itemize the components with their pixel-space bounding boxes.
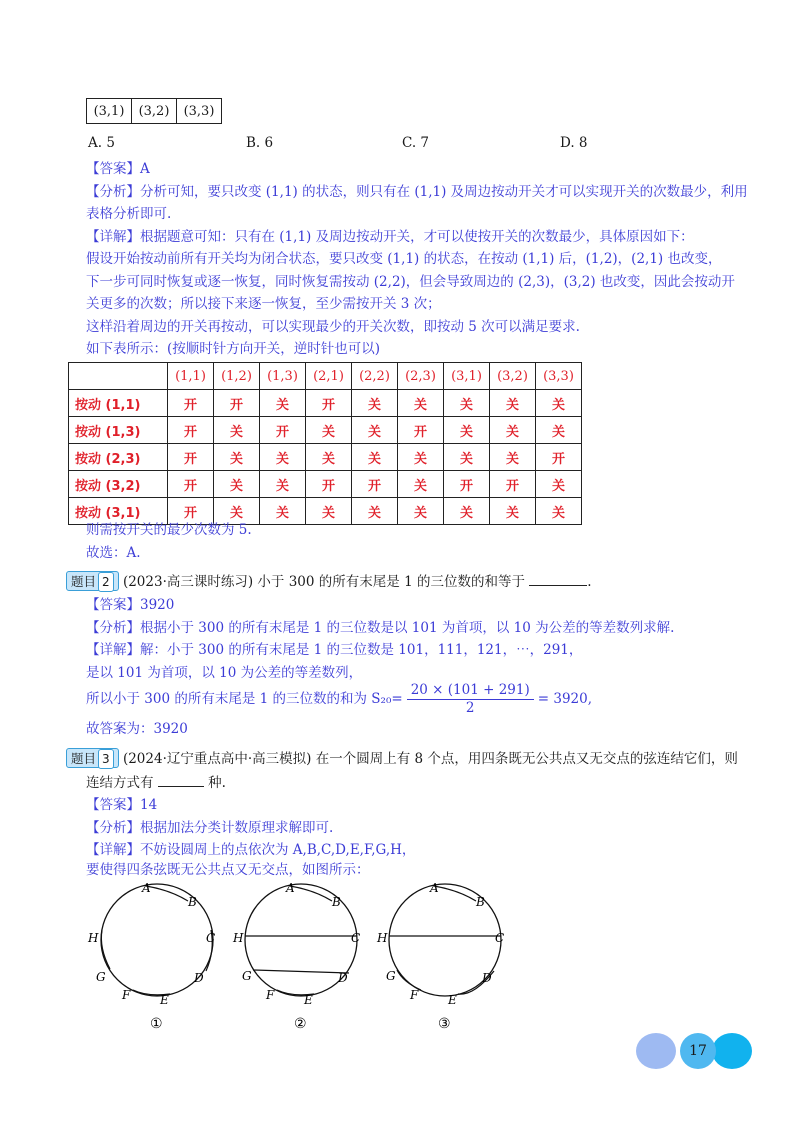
table-cell: 关 (398, 444, 444, 471)
question-tag: 题目 2 (66, 571, 119, 591)
q1-detail-line1: 【详解】根据题意可知：只有在 (1,1) 及周边按动开关，才可以使按开关的次数最少，具体原因如下： (86, 229, 694, 245)
table-header-cell: (3,1) (444, 363, 490, 390)
table-cell: 关 (444, 390, 490, 417)
table-cell: 开 (260, 417, 306, 444)
table-cell: 关 (306, 417, 352, 444)
point-label: B (188, 895, 197, 909)
table-cell: 开 (214, 390, 260, 417)
q2-detail-line2: 是以 101 为首项，以 10 为公差的等差数列， (86, 665, 363, 681)
choice-b: B. 6 (246, 135, 274, 151)
sum-fraction: $\frac{20 \times (101 + 291)}{2}$ (407, 682, 534, 717)
point-label: H (233, 931, 244, 945)
diagram-3 (376, 881, 504, 1032)
table-cell: 关 (352, 417, 398, 444)
table-cell: 关 (536, 471, 582, 498)
table-header-cell: (1,3) (260, 363, 306, 390)
point-label: A (430, 881, 439, 895)
table-cell: 开 (168, 444, 214, 471)
chord-diagrams (70, 876, 550, 1036)
table-header-cell: (2,1) (306, 363, 352, 390)
table-cell: 关 (536, 417, 582, 444)
table-cell: 关 (214, 498, 260, 525)
table-cell: 开 (168, 471, 214, 498)
q1-detail-line3: 下一步可同时恢复或逐一恢复，同时恢复需按动 (2,2)，但会导致周边的 (2,3)，(3,2) 也改变，因此会按动开 (86, 274, 735, 290)
table-cell: 关 (214, 444, 260, 471)
question-number: 2 (98, 572, 114, 592)
point-label: D (194, 971, 204, 985)
table-cell: 开 (306, 390, 352, 417)
table-cell: 开 (398, 417, 444, 444)
table-row-label: 按动 (3,2) (69, 471, 168, 498)
point-label: C (351, 931, 361, 945)
point-label: G (242, 969, 252, 983)
q3-answer: 【答案】14 (86, 797, 158, 813)
q1-detail-line5: 这样沿着周边的开关再按动，可以实现最少的开关次数，即按动 5 次可以满足要求. (86, 319, 580, 335)
q1-detail-line2: 假设开始按动前所有开关均为闭合状态，要只改变 (1,1) 的状态，在按动 (1,1) 后，(1,2)，(2,1) 也改变， (86, 251, 722, 267)
table-header-cell: (3,2) (490, 363, 536, 390)
q2-answer: 【答案】3920 (86, 597, 175, 613)
q1-detail-line6: 如下表所示：(按顺时针方向开关，逆时针也可以) (86, 341, 381, 357)
table-cell: 开 (168, 390, 214, 417)
table-cell: 关 (490, 390, 536, 417)
table-cell: 开 (352, 471, 398, 498)
point-label: B (332, 895, 341, 909)
table-cell: 关 (398, 471, 444, 498)
page-number: 17 (680, 1033, 716, 1069)
table-cell: 关 (490, 444, 536, 471)
q1-answer: 【答案】A (86, 161, 150, 177)
table-corner-cell (69, 363, 168, 390)
grid-cell: (3,1) (87, 99, 132, 124)
table-header-row (69, 363, 582, 390)
table-cell: 关 (444, 444, 490, 471)
page-badge-right-circle (712, 1033, 752, 1069)
table-header-cell: (1,1) (168, 363, 214, 390)
table-cell: 开 (168, 498, 214, 525)
grid-cell: (3,2) (132, 99, 177, 124)
point-label: G (96, 970, 106, 984)
table-header-cell: (1,2) (214, 363, 260, 390)
table-cell: 关 (490, 417, 536, 444)
figure-caption: ③ (438, 1016, 451, 1032)
table-row-label: 按动 (1,3) (69, 417, 168, 444)
table-row-label: 按动 (2,3) (69, 444, 168, 471)
table-cell: 关 (444, 417, 490, 444)
question-tag: 题目 3 (66, 748, 119, 768)
diagram-2 (232, 881, 360, 1032)
table-row (69, 471, 582, 498)
point-label: H (88, 931, 99, 945)
table-cell: 关 (352, 390, 398, 417)
table-cell: 关 (352, 498, 398, 525)
table-header-cell: (2,3) (398, 363, 444, 390)
partial-grid-table (86, 98, 222, 124)
table-cell: 关 (260, 498, 306, 525)
table-cell: 关 (398, 390, 444, 417)
point-label: G (386, 969, 396, 983)
diagram-1 (87, 881, 215, 1032)
answer-blank (158, 772, 204, 787)
choice-d: D. 8 (560, 135, 588, 151)
q3-detail-line1: 【详解】不妨设圆周上的点依次为 A,B,C,D,E,F,G,H， (86, 842, 416, 858)
grid-cell: (3,3) (177, 99, 222, 124)
table-row-label: 按动 (3,1) (69, 498, 168, 525)
choice-c: C. 7 (402, 135, 430, 151)
table-cell: 关 (444, 498, 490, 525)
table-cell: 关 (214, 417, 260, 444)
q2-detail-line1: 【详解】解：小于 300 的所有末尾是 1 的三位数是 101，111，121，⋯，291， (86, 642, 583, 658)
point-label: E (160, 993, 169, 1007)
point-label: E (448, 993, 457, 1007)
table-cell: 关 (260, 471, 306, 498)
figure-caption: ② (294, 1016, 307, 1032)
choice-a: A. 5 (88, 135, 115, 151)
q3-detail-line2: 要使得四条弦既无公共点又无交点，如图所示： (86, 862, 370, 878)
table-cell: 开 (490, 471, 536, 498)
table-cell: 关 (306, 498, 352, 525)
point-label: A (286, 881, 295, 895)
point-label: C (206, 931, 216, 945)
point-label: A (142, 881, 151, 895)
page-badge-left-circle (636, 1033, 676, 1069)
point-label: F (266, 988, 275, 1002)
point-label: B (476, 895, 485, 909)
table-row (69, 390, 582, 417)
question-number: 3 (98, 749, 114, 769)
table-header-cell: (3,3) (536, 363, 582, 390)
point-label: F (122, 988, 131, 1002)
q1-choose: 故选：A. (86, 545, 141, 561)
q3-stem: (2024·辽宁重点高中·高三模拟) 在一个圆周上有 8 个点，用四条既无公共点又无交点的弦连结它们，则 (122, 751, 738, 767)
table-cell: 开 (168, 417, 214, 444)
table-row (69, 444, 582, 471)
table-cell: 关 (352, 444, 398, 471)
table-row (69, 417, 582, 444)
q2-stem-line: 题目 2 (2023·高三课时练习) 小于 300 的所有末尾是 1 的三位数的和等于 . (66, 571, 592, 591)
q2-stem: (2023·高三课时练习) 小于 300 的所有末尾是 1 的三位数的和等于 (122, 574, 525, 590)
q3-stem-line2: 连结方式有 种. (86, 772, 226, 792)
answer-blank (529, 571, 587, 586)
switch-state-table (68, 362, 582, 525)
table-row-label: 按动 (1,1) (69, 390, 168, 417)
table-cell: 开 (444, 471, 490, 498)
table-cell: 关 (260, 444, 306, 471)
table-cell: 关 (306, 444, 352, 471)
table-cell: 关 (536, 390, 582, 417)
q1-detail-line4: 关更多的次数；所以接下来逐一恢复，至少需按开关 3 次； (86, 296, 441, 312)
table-cell: 关 (490, 498, 536, 525)
table-cell: 关 (214, 471, 260, 498)
figure-caption: ① (150, 1016, 163, 1032)
table-cell: 关 (536, 498, 582, 525)
point-label: E (304, 993, 313, 1007)
table-cell: 关 (260, 390, 306, 417)
q2-final: 故答案为：3920 (86, 721, 188, 737)
table-cell: 关 (398, 498, 444, 525)
point-label: F (410, 988, 419, 1002)
point-label: H (377, 931, 388, 945)
q1-conclusion: 则需按开关的最少次数为 5. (86, 522, 252, 538)
table-cell: 开 (536, 444, 582, 471)
table-header-cell: (2,2) (352, 363, 398, 390)
point-label: D (338, 971, 348, 985)
point-label: C (495, 931, 505, 945)
q3-analysis: 【分析】根据加法分类计数原理求解即可. (86, 820, 334, 836)
q3-stem-line1 (66, 748, 738, 768)
q1-analysis-line2: 表格分析即可. (86, 206, 172, 222)
q2-analysis: 【分析】根据小于 300 的所有末尾是 1 的三位数是以 101 为首项，以 10 为公差的等差数列求解. (86, 620, 675, 636)
q1-analysis-line1: 【分析】分析可知，要只改变 (1,1) 的状态，则只有在 (1,1) 及周边按动开关才可以实现开关的次数最少，利用 (86, 184, 748, 200)
q2-detail-line3: 所以小于 300 的所有末尾是 1 的三位数的和为 S₂₀= $\frac{20 \times (101 + 291)}{2}$ = 3920, (86, 682, 593, 716)
point-label: D (482, 971, 492, 985)
table-cell: 开 (306, 471, 352, 498)
